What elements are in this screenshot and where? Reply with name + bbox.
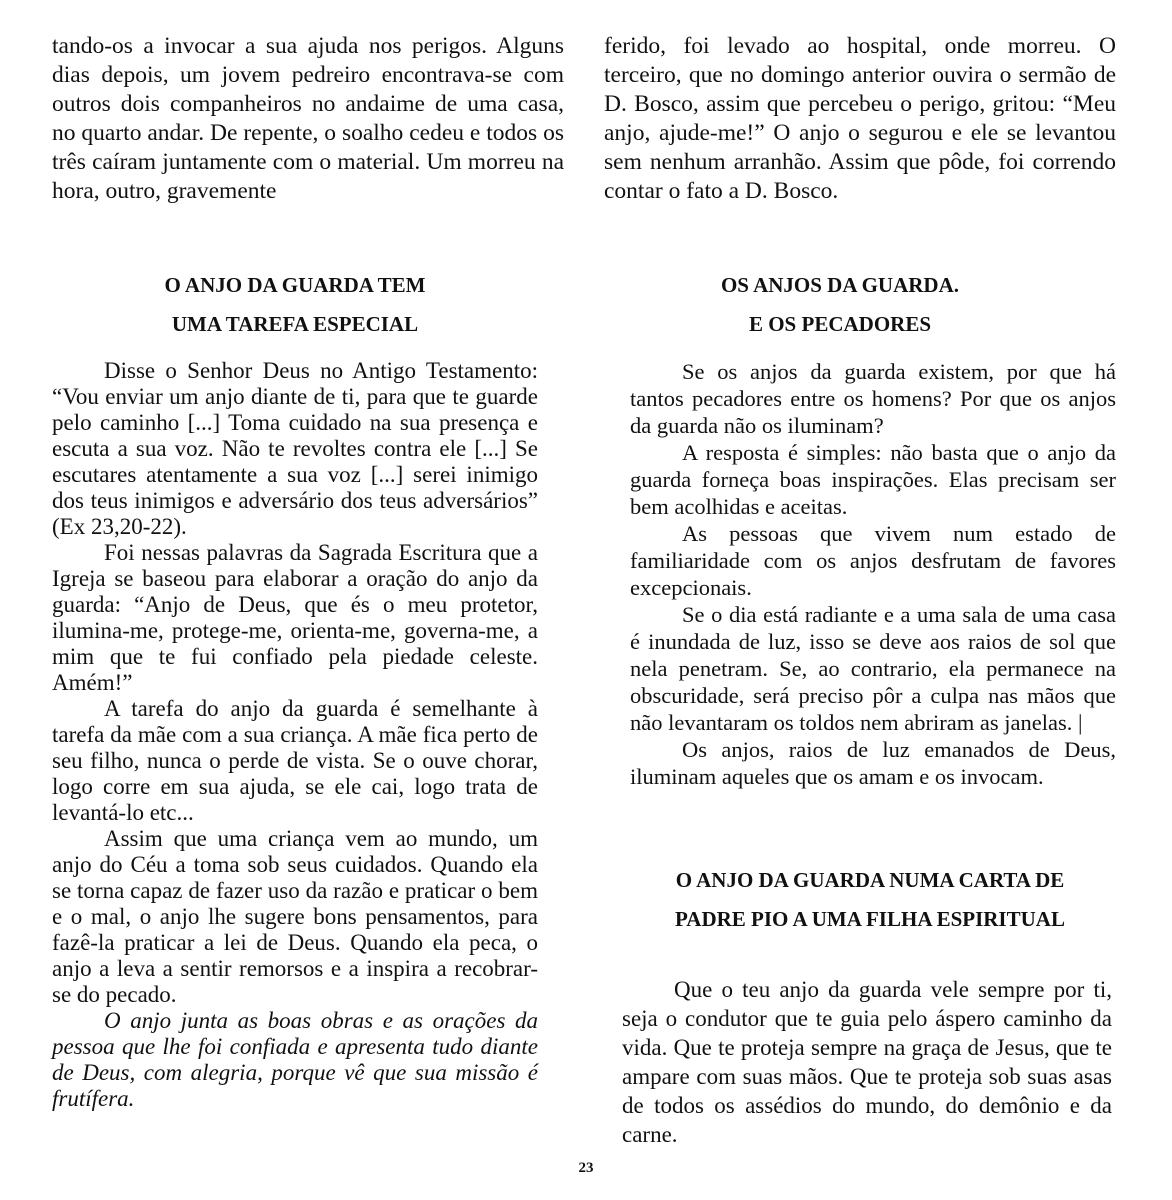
right-column-body-2 <box>622 975 1112 1149</box>
left-paragraph-2: Foi nessas palavras da Sagrada Escritura que a Igreja se baseou para elaborar a oração do anjo da guarda: “Anjo de Deus, que és o meu protetor, ilumina-me, protege-me, orienta-me, governa-me, a mim que te fui confiado pela piedade celeste. Amém!” <box>52 540 538 695</box>
left-heading-line1: O ANJO DA GUARDA TEM <box>164 273 426 297</box>
right-heading2-line2: PADRE PIO A UMA FILHA ESPIRITUAL <box>675 907 1065 931</box>
right-top-paragraph: ferido, foi levado ao hospital, onde morreu. O terceiro, que no domingo anterior ouvira o sermão de D. Bosco, assim que percebeu o perigo, gritou: “Meu anjo, ajude-me!” O anjo o segurou e ele se levantou sem nenhum arranhão. Assim que pôde, foi correndo contar o fato a D. Bosco. <box>604 33 1116 204</box>
right-section-heading-1 <box>604 266 1076 344</box>
left-paragraph-3: A tarefa do anjo da guarda é semelhante à tarefa da mãe com a sua criança. A mãe fica perto de seu filho, nunca o perde de vista. Se o ouve chorar, logo corre em sua ajuda, se ele cai, logo trata de levantá-lo etc... <box>52 696 538 825</box>
right-heading1-line1: OS ANJOS DA GUARDA. <box>720 273 960 297</box>
left-column-top-text <box>52 32 564 206</box>
right-paragraph-letter: Que o teu anjo da guarda vele sempre por ti, seja o condutor que te guia pelo áspero caminho da vida. Que te proteja sempre na graça de Jesus, que te ampare com suas mãos. Que te proteja sob suas asas de todos os assédios do mundo, do demônio e da carne. <box>622 977 1112 1147</box>
right-section-heading-2 <box>620 861 1120 939</box>
right-paragraph-1: Se os anjos da guarda existem, por que há tantos pecadores entre os homens? Por que os anjos da guarda não os iluminam? <box>630 359 1116 438</box>
left-paragraph-1: Disse o Senhor Deus no Antigo Testamento: “Vou enviar um anjo diante de ti, para que te guarde pelo caminho [...] Toma cuidado na sua presença e escuta a sua voz. Não te revoltes contra ele [...] Se escutares atentamente a sua voz [...] serei inimigo dos teus inimigos e adversário dos teus adversários” (Ex 23,20-22). <box>52 358 538 539</box>
right-heading1-line2: E OS PECADORES <box>748 312 932 336</box>
right-heading2-line1: O ANJO DA GUARDA NUMA CARTA DE <box>675 868 1065 892</box>
right-paragraph-2: A resposta é simples: não basta que o anjo da guarda forneça boas inspirações. Elas precisam ser bem acolhidas e aceitas. <box>630 440 1116 519</box>
left-paragraph-italic: O anjo junta as boas obras e as orações da pessoa que lhe foi confiada e apresenta tudo diante de Deus, com alegria, porque vê que sua missão é frutífera. <box>52 1008 538 1111</box>
right-paragraph-3: As pessoas que vivem num estado de familiaridade com os anjos desfrutam de favores excepcionais. <box>630 521 1116 600</box>
left-paragraph-4: Assim que uma criança vem ao mundo, um anjo do Céu a toma sob seus cuidados. Quando ela se torna capaz de fazer uso da razão e praticar o bem e o mal, o anjo lhe sugere bons pensamentos, para fazê-la praticar a lei de Deus. Quando ela peca, o anjo a leva a sentir remorsos e a inspira a recobrar-se do pecado. <box>52 826 538 1007</box>
right-paragraph-4: Se o dia está radiante e a uma sala de uma casa é inundada de luz, isso se deve aos raios de sol que nela penetram. Se, ao contrario, ela permanece na obscuridade, será preciso pôr a culpa nas mãos que não levantaram os toldos nem abriram as janelas. | <box>630 602 1116 735</box>
left-heading-line2: UMA TAREFA ESPECIAL <box>171 312 419 336</box>
page-number: 23 <box>578 1160 594 1176</box>
left-column-body <box>52 358 538 1112</box>
right-column-top-text <box>604 32 1116 206</box>
left-section-heading <box>52 266 538 344</box>
right-paragraph-5: Os anjos, raios de luz emanados de Deus, iluminam aqueles que os amam e os invocam. <box>630 737 1116 789</box>
left-top-paragraph: tando-os a invocar a sua ajuda nos perigos. Alguns dias depois, um jovem pedreiro encontrava-se com outros dois companheiros no andaime de uma casa, no quarto andar. De repente, o soalho cedeu e todos os três caíram juntamente com o material. Um morreu na hora, outro, gravemente <box>52 33 564 204</box>
right-column-body-1 <box>630 358 1116 790</box>
